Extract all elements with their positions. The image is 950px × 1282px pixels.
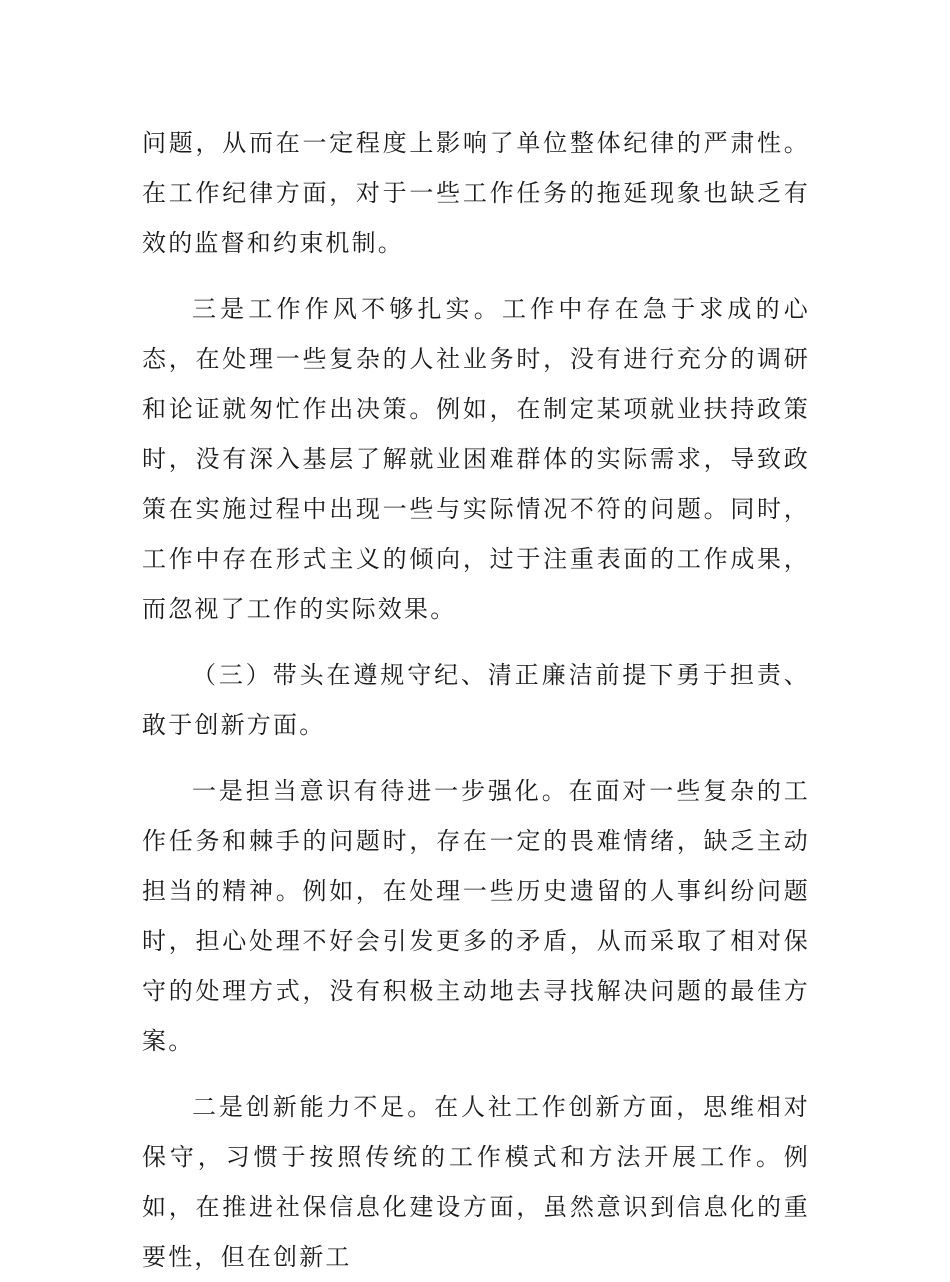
paragraph-continuation: 问题，从而在一定程度上影响了单位整体纪律的严肃性。在工作纪律方面，对于一些工作任务的拖延现象也缺乏有效的监督和约束机制。 xyxy=(142,129,810,257)
paragraph-innovation: 二是创新能力不足。在人社工作创新方面，思维相对保守，习惯于按照传统的工作模式和方法开展工作。例如，在推进社保信息化建设方面，虽然意识到信息化的重要性，但在创新工 xyxy=(142,1093,810,1271)
document-body xyxy=(142,118,810,1282)
paragraph-work-style: 三是工作作风不够扎实。工作中存在急于求成的心态，在处理一些复杂的人社业务时，没有进行充分的调研和论证就匆忙作出决策。例如，在制定某项就业扶持政策时，没有深入基层了解就业困难群体的实际需求，导致政策在实施过程中出现一些与实际情况不符的问题。同时，工作中存在形式主义的倾向，过于注重表面的工作成果，而忽视了工作的实际效果。 xyxy=(142,295,810,623)
section-heading-three: （三）带头在遵规守纪、清正廉洁前提下勇于担责、敢于创新方面。 xyxy=(142,661,810,739)
paragraph-responsibility: 一是担当意识有待进一步强化。在面对一些复杂的工作任务和棘手的问题时，存在一定的畏难情绪，缺乏主动担当的精神。例如，在处理一些历史遗留的人事纠纷问题时，担心处理不好会引发更多的矛盾，从而采取了相对保守的处理方式，没有积极主动地去寻找解决问题的最佳方案。 xyxy=(142,777,810,1055)
